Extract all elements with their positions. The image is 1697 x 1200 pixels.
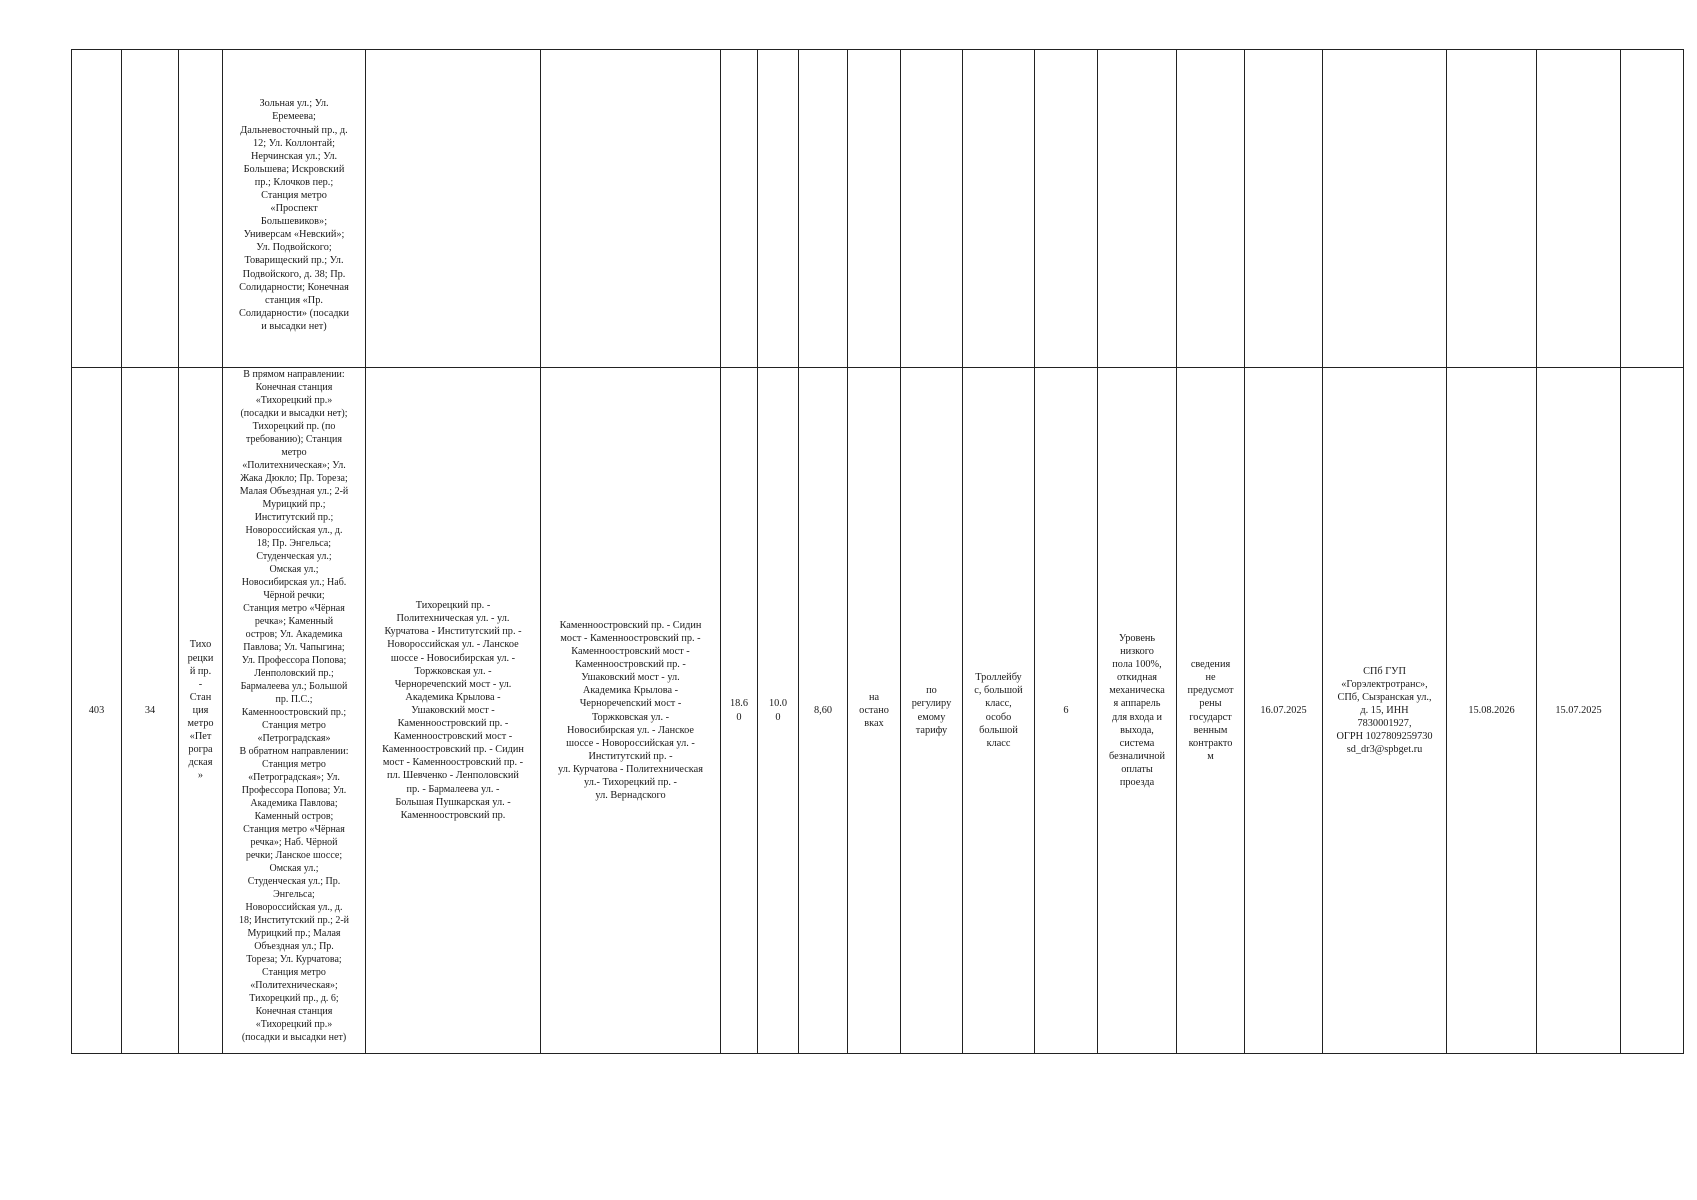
route-number-cell: [122, 50, 179, 368]
route-name-cell: Тихо рецки й пр. - Стан ция метро «Пет рогра дская »: [179, 368, 223, 1054]
fare-type-cell: по регулиру емому тарифу: [901, 368, 963, 1054]
length-forward-cell: 18.6 0: [721, 368, 758, 1054]
route-number-cell: 34: [122, 368, 179, 1054]
fare-type-cell: [901, 50, 963, 368]
date-2-cell: 15.08.2026: [1447, 368, 1537, 1054]
carrier-cell: [1323, 50, 1447, 368]
streets-backward-cell: Каменноостровский пр. - Сидин мост - Каменноостровский пр. - Каменноостровский мост - Каменноостровский пр. - Ушаковский мост - ул. Академика Крылова - Черноречenский мост - Торжковская ул. - Новосибирская ул. - Ланское шоссе - Новороссийская ул. - Институтский пр. - ул. Курчатова - Политехническая ул.- Тихорецкий пр. - ул. Вернадского: [541, 368, 721, 1054]
contract-info-cell: [1177, 50, 1245, 368]
vehicles-cell: Троллейбу с, большой класс, особо большой класс: [963, 368, 1035, 1054]
length-backward-cell: 10.0 0: [758, 368, 799, 1054]
contract-info-cell: сведения не предусмот рены государст венным контракто м: [1177, 368, 1245, 1054]
date-3-cell: 15.07.2025: [1537, 368, 1621, 1054]
stops-cell: Зольная ул.; Ул. Еремеева; Дальневосточный пр., д. 12; Ул. Коллонтай; Нерчинская ул.; Ул. Большева; Искровский пр.; Клочков пер.; Станция метро «Проспект Большевиков»; Универсам «Невский»; Ул. Подвойского; Товарищеский пр.; Ул. Подвойского, д. 38; Пр. Солидарности; Конечная станция «Пр. Солидарности» (посадки и высадки нет): [223, 50, 366, 368]
streets-backward-cell: [541, 50, 721, 368]
streets-forward-cell: Тихорецкий пр. - Политехническая ул. - ул. Курчатова - Институтский пр. - Новороссийская ул. - Ланское шоссе - Новосибирская ул. - Торжковская ул. - Черноречenский мост - ул. Академика Крылова - Ушаковский мост - Каменноостровский пр. - Каменноостровский мост - Каменноостровский пр. - Сидин мост - Каменноостровский пр. - пл. Шевченко - Ленполовский пр. - Бармалеева ул. - Большая Пушкарская ул. - Каменноостровский пр.: [366, 368, 541, 1054]
reg-number-cell: 403: [72, 368, 122, 1054]
eco-features-cell: [1098, 50, 1177, 368]
boarding-order-cell: на остано вках: [848, 368, 901, 1054]
boarding-order-cell: [848, 50, 901, 368]
length-avg-cell: 8,60: [799, 368, 848, 1054]
date-2-cell: [1447, 50, 1537, 368]
route-name-cell: [179, 50, 223, 368]
eco-features-cell: Уровень низкого пола 100%, откидная механическа я аппарель для входа и выхода, система безналичной оплаты проезда: [1098, 368, 1177, 1054]
length-avg-cell: [799, 50, 848, 368]
table-row: [72, 368, 1684, 1054]
vehicles-cell: [963, 50, 1035, 368]
stops-cell: В прямом направлении: Конечная станция «Тихорецкий пр.» (посадки и высадки нет); Тихорецкий пр. (по требованию); Станция метро «Политехническая»; Ул. Жака Дюкло; Пр. Тореза; Малая Объездная ул.; 2-й Мурицкий пр.; Институтский пр.; Новороссийская ул., д. 18; Пр. Энгельса; Студенческая ул.; Омская ул.; Новосибирская ул.; Наб. Чёрной речки; Станция метро «Чёрная речка»; Каменный остров; Ул. Академика Павлова; Ул. Чапыгина; Ул. Профессора Попова; Ленполовский пр.; Бармалеева ул.; Большой пр. П.С.; Каменноостровский пр.; Станция метро «Петроградская» В обратном направлении: Станция метро «Петроградская»; Ул. Профессора Попова; Ул. Академика Павлова; Каменный остров; Станция метро «Чёрная речка»; Наб. Чёрной речки; Ланское шоссе; Омская ул.; Студенческая ул.; Пр. Энгельса; Новороссийская ул., д. 18; Институтский пр.; 2-й Мурицкий пр.; Малая Объездная ул.; Пр. Тореза; Ул. Курчатова; Станция метро «Политехническая»; Тихорецкий пр., д. 6; Конечная станция «Тихорецкий пр.» (посадки и высадки нет): [223, 368, 366, 1054]
route-registry-table: [71, 49, 1684, 1054]
date-3-cell: [1537, 50, 1621, 368]
length-backward-cell: [758, 50, 799, 368]
vehicle-count-cell: 6: [1035, 368, 1098, 1054]
reg-number-cell: [72, 50, 122, 368]
length-forward-cell: [721, 50, 758, 368]
start-date-cell: 16.07.2025: [1245, 368, 1323, 1054]
empty-cell: [1621, 50, 1684, 368]
vehicle-count-cell: [1035, 50, 1098, 368]
carrier-cell: СПб ГУП «Горэлектротранс», СПб, Сызранская ул., д. 15, ИНН 7830001927, ОГРН 1027809259730 sd_dr3@spbget.ru: [1323, 368, 1447, 1054]
table-row: [72, 50, 1684, 368]
empty-cell: [1621, 368, 1684, 1054]
streets-forward-cell: [366, 50, 541, 368]
start-date-cell: [1245, 50, 1323, 368]
